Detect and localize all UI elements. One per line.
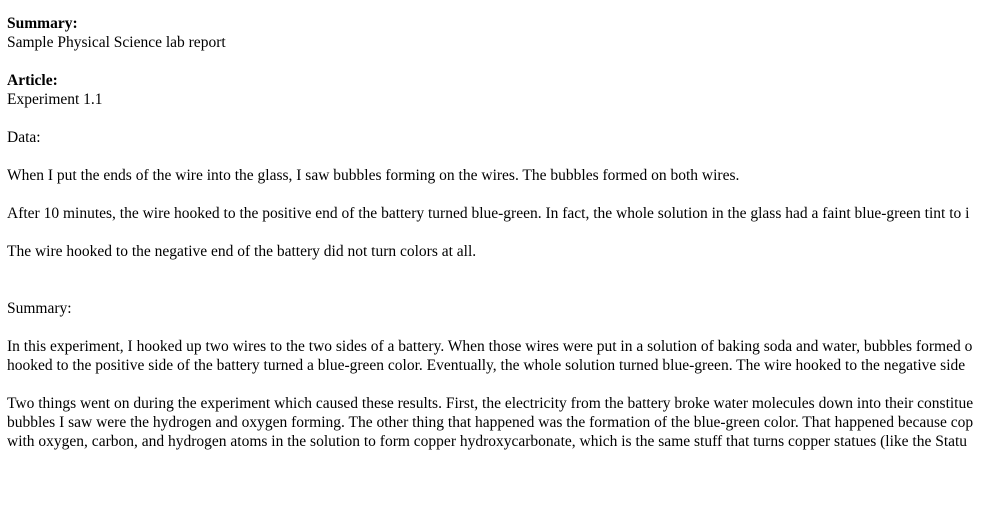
summary-paragraph-2-line-3: with oxygen, carbon, and hydrogen atoms in the solution to form copper hydroxycarbonate, which is the same stuff that turns copper statues (like the Statu — [7, 433, 968, 450]
data-paragraph-2: After 10 minutes, the wire hooked to the positive end of the battery turned blue-green. In fact, the whole solution in the glass had a faint blue-green tint to i — [7, 205, 970, 222]
summary-value: Sample Physical Science lab report — [7, 34, 226, 51]
document-content — [7, 14, 1000, 451]
summary-paragraph-2-line-1: Two things went on during the experiment which caused these results. First, the electricity from the battery broke water molecules down into their constitue — [7, 395, 974, 412]
summary-label: Summary: — [7, 15, 78, 32]
data-heading: Data: — [7, 129, 41, 146]
summary-paragraph-1-line-1: In this experiment, I hooked up two wires to the two sides of a battery. When those wires were put in a solution of baking soda and water, bubbles formed o — [7, 338, 973, 355]
summary-paragraph-2-line-2: bubbles I saw were the hydrogen and oxygen forming. The other thing that happened was the formation of the blue-green color. That happened because cop — [7, 414, 974, 431]
article-label: Article: — [7, 72, 58, 89]
article-value: Experiment 1.1 — [7, 91, 103, 108]
summary-heading: Summary: — [7, 300, 72, 317]
data-paragraph-3: The wire hooked to the negative end of the battery did not turn colors at all. — [7, 243, 477, 260]
summary-paragraph-1-line-2: hooked to the positive side of the battery turned a blue-green color. Eventually, the whole solution turned blue-green. The wire hooked to the negative side — [7, 357, 966, 374]
data-paragraph-1: When I put the ends of the wire into the glass, I saw bubbles forming on the wires. The bubbles formed on both wires. — [7, 167, 740, 184]
